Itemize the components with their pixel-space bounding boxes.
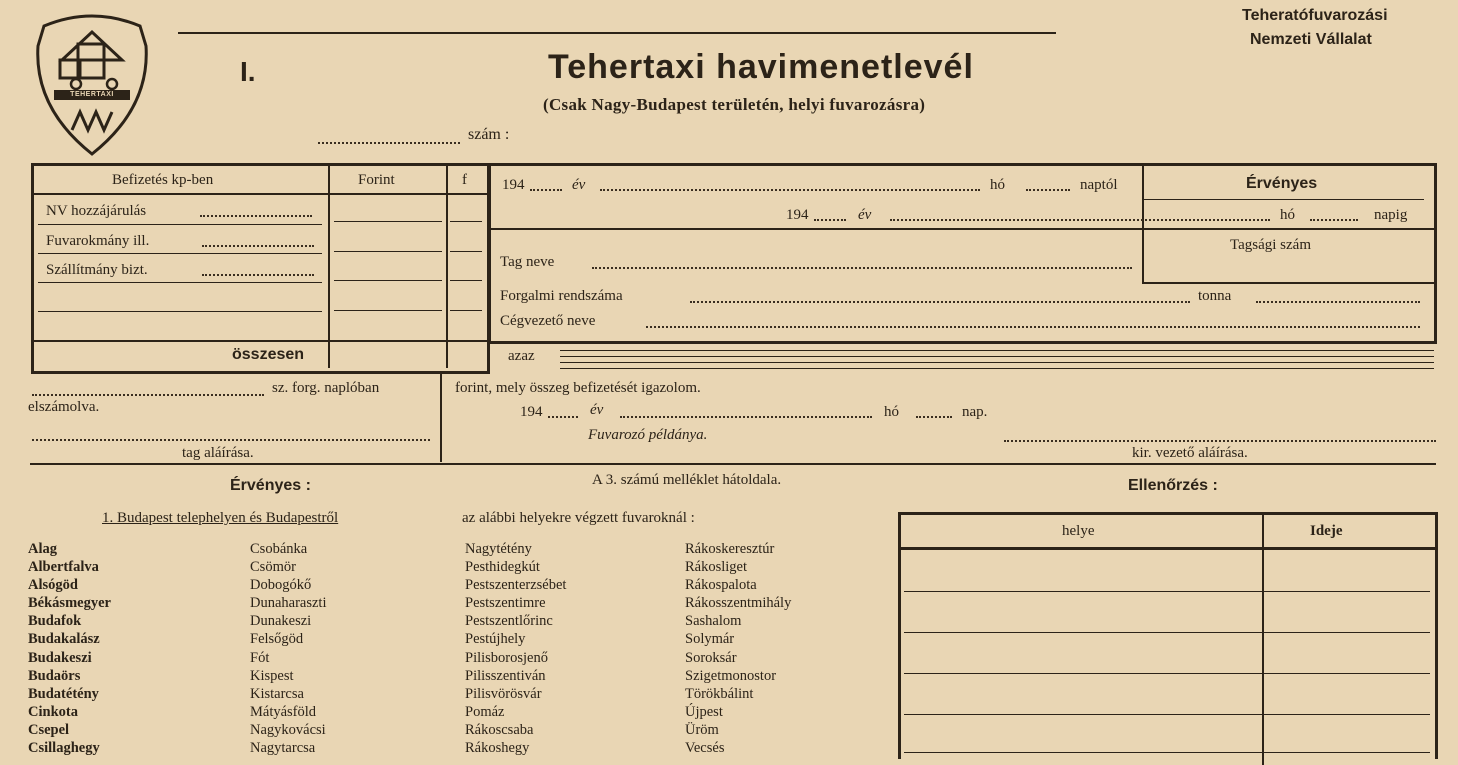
list-item: Nagytétény: [465, 541, 532, 557]
list-item: Pestújhely: [465, 631, 526, 648]
forint-igazolom-text: forint, mely összeg befizetését igazolom.: [455, 380, 701, 396]
list-item: Alsógöd: [28, 577, 78, 594]
payment-row-3-label: Szállítmány bizt.: [46, 262, 148, 278]
list-item: Nagykovácsi: [250, 721, 326, 738]
forg-naplo-label: sz. forg. naplóban: [272, 380, 380, 396]
valid-from-day-field[interactable]: [1026, 188, 1070, 191]
cegvezeto-label: Cégvezető neve: [500, 313, 596, 329]
list-item: Csömör: [250, 559, 296, 576]
list-item: Nagytarcsa: [250, 740, 316, 757]
list-item: Pestszentlőrinc: [465, 613, 553, 630]
top-rule: [178, 32, 1056, 34]
azaz-label: azaz: [508, 348, 535, 364]
org-name-line2: Nemzeti Vállalat: [1250, 31, 1372, 48]
list-item: Rákosliget: [685, 559, 748, 576]
forgalmi-field[interactable]: [690, 300, 1190, 303]
list-item: Pilisborosjenő: [465, 649, 548, 666]
list-item: Békásmegyer: [28, 595, 111, 612]
control-row[interactable]: [904, 632, 1430, 633]
city-column-4: [685, 540, 791, 757]
page-subtitle: (Csak Nagy-Budapest területén, helyi fuvarozásra): [543, 95, 926, 114]
city-column-1: [28, 540, 111, 757]
payment-header-f: f: [462, 172, 467, 188]
list-item: Pesthidegkút: [465, 559, 540, 576]
date-ho: hó: [884, 404, 899, 420]
list-item: Csobánka: [250, 541, 308, 557]
valid-to-ho: hó: [1280, 207, 1295, 223]
city-column-2: [250, 540, 327, 757]
ervenyes-bottom-heading: Érvényes :: [230, 477, 311, 494]
valid-from-ev: év: [572, 177, 586, 193]
list-item: Rákoshegy: [465, 740, 530, 757]
list-item: Vecsés: [685, 740, 725, 757]
fuvarozo-peldanya: Fuvarozó példánya.: [588, 427, 708, 443]
date-day-field[interactable]: [916, 415, 952, 418]
list-item: Dunakeszi: [250, 613, 312, 630]
valid-to-napig: napig: [1374, 207, 1408, 223]
kir-vezeto-label: kir. vezető aláírása.: [1132, 445, 1248, 461]
list-item: Felsőgöd: [250, 631, 304, 648]
city-column-3: [465, 540, 566, 757]
list-item: Budatétény: [28, 685, 99, 702]
list-item: Rákospalota: [685, 577, 757, 594]
form-number: I.: [240, 56, 256, 87]
list-item: Alag: [28, 541, 57, 557]
list-item: Pestszenterzsébet: [465, 577, 567, 594]
date-year-prefix: 194: [520, 404, 543, 420]
tonna-label: tonna: [1198, 288, 1232, 304]
tag-alairasa-label: tag aláírása.: [182, 445, 254, 461]
valid-to-ev: év: [858, 207, 872, 223]
date-year-field[interactable]: [548, 415, 578, 418]
control-header-ideje: Ideje: [1310, 523, 1343, 539]
valid-to-year-prefix: 194: [786, 207, 809, 223]
tag-alairas-field[interactable]: [32, 438, 430, 441]
list-item: Cinkota: [28, 703, 78, 720]
page-title: Tehertaxi havimenetlevél: [548, 48, 974, 86]
payment-total-label: összesen: [232, 346, 305, 363]
list-item: Pomáz: [465, 703, 505, 720]
list-item: Albertfalva: [28, 559, 99, 576]
control-row[interactable]: [904, 591, 1430, 592]
list-item: Csillaghegy: [28, 740, 100, 757]
logo: [32, 12, 152, 158]
cegvezeto-field[interactable]: [646, 325, 1420, 328]
kir-vezeto-signature-field[interactable]: [1004, 439, 1436, 442]
valid-from-year-field[interactable]: [530, 188, 562, 191]
list-item: Dobogókő: [250, 577, 312, 594]
list-item: Budafok: [28, 613, 82, 630]
valid-to-year-field[interactable]: [814, 218, 846, 221]
valid-from-month-field[interactable]: [600, 188, 980, 191]
valid-to-day-field[interactable]: [1310, 218, 1358, 221]
logo-text: TEHERTAXI: [70, 91, 114, 98]
list-item: Szigetmonostor: [685, 667, 777, 684]
list-item: Soroksár: [685, 649, 737, 666]
section-divider: [30, 463, 1436, 465]
list-item: Pestszentimre: [465, 595, 546, 612]
szam-field[interactable]: [318, 132, 460, 144]
elszamolva-label: elszámolva.: [28, 399, 100, 415]
list-item: Újpest: [685, 703, 723, 720]
list-item: Kispest: [250, 667, 294, 684]
list-item: Sashalom: [685, 613, 742, 630]
list-item: Mátyásföld: [250, 703, 317, 720]
list-item: Fót: [250, 649, 270, 666]
payment-row-2-label: Fuvarokmány ill.: [46, 233, 150, 249]
forgalmi-label: Forgalmi rendszáma: [500, 288, 623, 304]
control-row[interactable]: [904, 673, 1430, 674]
truck-shield-logo-icon: [32, 12, 152, 158]
ervenyes-heading: Érvényes: [1246, 175, 1318, 192]
list-item: Rákoskeresztúr: [685, 541, 775, 557]
list-item: Budakalász: [28, 631, 100, 648]
list-item: Rákosszentmihály: [685, 595, 792, 612]
list-item: Pilisszentiván: [465, 667, 546, 684]
list-item: Törökbálint: [685, 685, 754, 702]
valid-from-naptol: naptól: [1080, 177, 1118, 193]
list-item: Solymár: [685, 631, 735, 648]
list-item: Budaörs: [28, 667, 81, 684]
note-rest: az alábbi helyekre végzett fuvaroknál :: [462, 510, 695, 526]
list-item: Rákoscsaba: [465, 721, 534, 738]
list-item: Dunaharaszti: [250, 595, 327, 612]
payment-header-label: Befizetés kp-ben: [112, 172, 214, 188]
tag-neve-label: Tag neve: [500, 254, 555, 270]
control-header-helye: helye: [1062, 523, 1095, 539]
list-item: Üröm: [685, 721, 719, 738]
list-item: Kistarcsa: [250, 685, 304, 702]
date-nap: nap.: [962, 404, 988, 420]
list-item: Csepel: [28, 721, 70, 738]
control-row[interactable]: [904, 714, 1430, 715]
list-item: Budakeszi: [28, 649, 92, 666]
valid-from-ho: hó: [990, 177, 1005, 193]
org-name-line1: Teheratófuvarozási: [1242, 7, 1388, 24]
tag-neve-field[interactable]: [592, 266, 1132, 269]
list-item: Pilisvörösvár: [465, 685, 542, 702]
szam-label: szám :: [468, 126, 510, 143]
ellenorzes-heading: Ellenőrzés :: [1128, 477, 1218, 494]
forg-naplo-field[interactable]: [32, 393, 264, 396]
tonna-field[interactable]: [1256, 300, 1420, 303]
melleklet-note: A 3. számú melléklet hátoldala.: [592, 472, 782, 488]
payment-header-forint: Forint: [358, 172, 395, 188]
note-underlined: 1. Budapest telephelyen és Budapestről: [102, 510, 339, 526]
date-month-field[interactable]: [620, 415, 872, 418]
date-ev: év: [590, 402, 604, 418]
payment-row-1-label: NV hozzájárulás: [46, 203, 147, 219]
tagsagi-szam-label: Tagsági szám: [1230, 237, 1312, 253]
valid-to-month-field[interactable]: [890, 218, 1270, 221]
valid-from-year-prefix: 194: [502, 177, 525, 193]
